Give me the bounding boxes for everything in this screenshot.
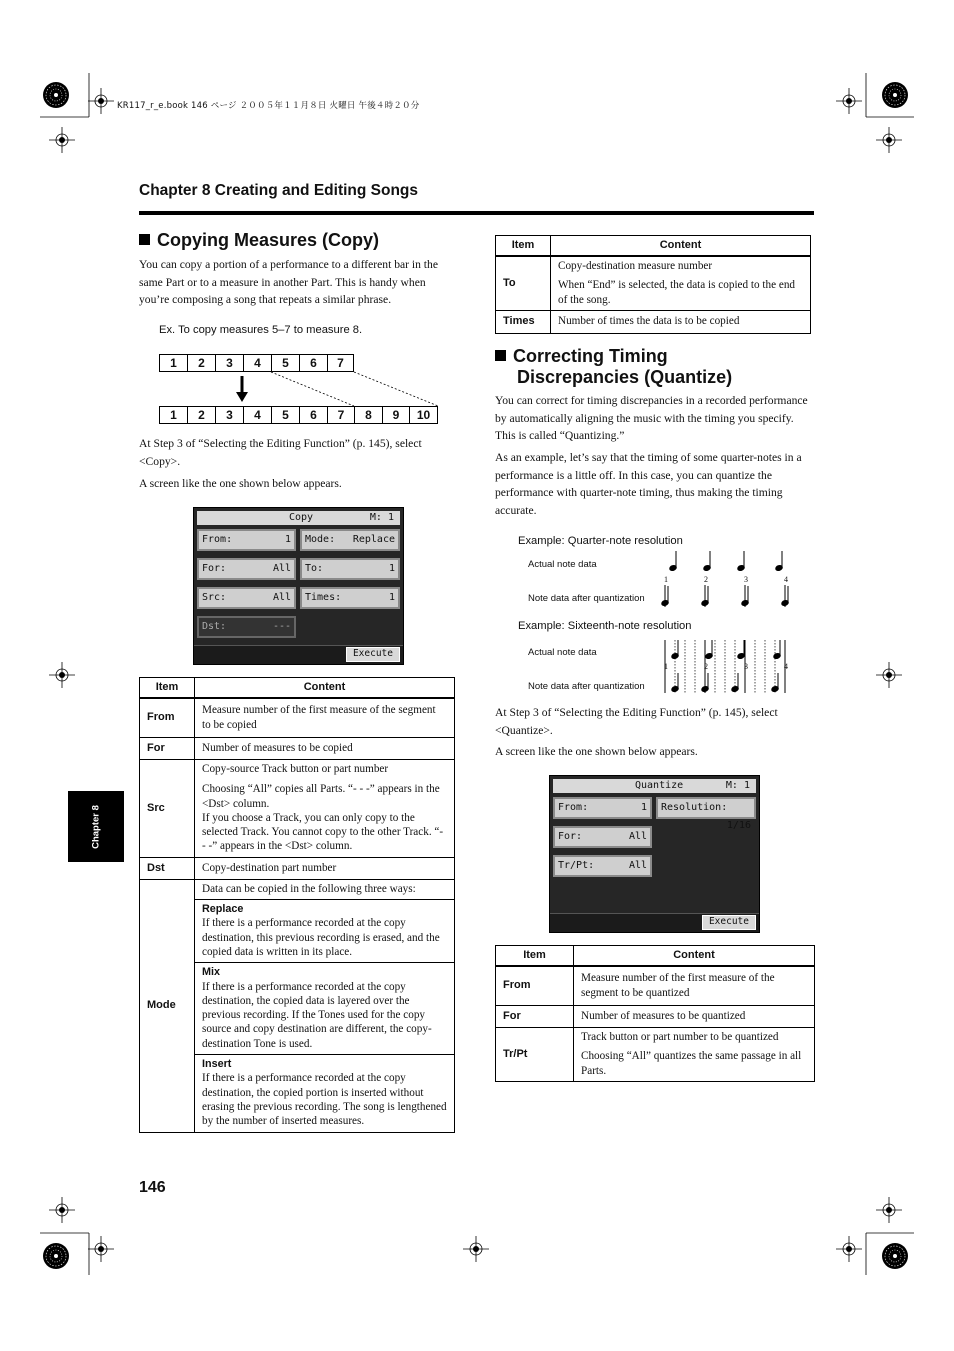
measure-box: 1 [159, 406, 188, 424]
table-header-content: Content [195, 678, 455, 699]
table-header-item: Item [496, 236, 551, 257]
measure-box: 2 [187, 406, 216, 424]
copy-lcd-screen [193, 507, 404, 665]
copy-screen-titlebar: Copy M: 1 [197, 511, 400, 525]
copy-src-field[interactable]: Src: All [197, 587, 296, 609]
quantize-notes-diagram [655, 545, 805, 695]
quantize-for-field[interactable]: For: All [553, 826, 652, 848]
quantize-step-text: At Step 3 of “Selecting the Editing Function” (p. 145), select <Quantize>. [495, 706, 778, 737]
copy-mode-field[interactable]: Mode: Replace [300, 529, 400, 551]
table-row: To Copy-destination measure number When “End” is selected, the data is copied to the end of the song. [496, 256, 811, 310]
copy-times-field[interactable]: Times: 1 [300, 587, 400, 609]
copy-dst-field[interactable]: Dst: --- [197, 616, 296, 638]
example-sixteenth-title: Example: Sixteenth-note resolution [518, 620, 692, 632]
measure-box: 6 [299, 406, 328, 424]
measure-box: 10 [409, 406, 438, 424]
table-row: Times Number of times the data is to be copied [496, 310, 811, 333]
measure-box: 4 [243, 354, 272, 372]
measure-box: 5 [271, 406, 300, 424]
table-header-content: Content [551, 236, 811, 257]
chapter-side-tab: Chapter 8 [68, 791, 124, 862]
table-row: Src Copy-source Track button or part number Choosing “All” copies all Parts. “- - -” appears in the <Dst> column. If you choose a Track, you can only copy to the selected Track. You cannot copy to the other Track. “- - -” appears in the <Dst> column. [140, 760, 455, 858]
table-row: Tr/Pt Track button or part number to be quantized Choosing “All” quantizes the same passage in all Parts. [496, 1028, 815, 1082]
square-bullet-icon [495, 350, 506, 361]
beat-number: 2 [704, 575, 708, 584]
copy-step-text: At Step 3 of “Selecting the Editing Function” (p. 145), select <Copy>. [139, 437, 422, 468]
quantize-screen-titlebar: Quantize M: 1 [553, 779, 756, 793]
copy-to-field[interactable]: To: 1 [300, 558, 400, 580]
actual-note-label: Actual note data [528, 647, 597, 658]
table-header-item: Item [496, 946, 574, 967]
copy-for-field[interactable]: For: All [197, 558, 296, 580]
example-quarter-title: Example: Quarter-note resolution [518, 535, 683, 547]
copy-example-caption: Ex. To copy measures 5–7 to measure 8. [159, 324, 363, 336]
copy-intro-paragraph: You can copy a portion of a performance to a different bar in the same Part or to a measure in another Part. This is handy when you’re composing a song that repeats a similar phrase. [139, 258, 438, 306]
copy-from-field[interactable]: From: 1 [197, 529, 296, 551]
header-rule [139, 211, 814, 215]
measure-box: 3 [215, 406, 244, 424]
measure-box: 7 [327, 354, 354, 372]
table-row: Dst Copy-destination part number [140, 857, 455, 879]
page-number: 146 [139, 1179, 166, 1196]
copy-parameters-table [139, 677, 455, 1133]
quantize-section-title: Correcting Timing Discrepancies (Quantize) [495, 346, 732, 388]
quantize-execute-button[interactable]: Execute [702, 915, 756, 930]
quantize-parameters-table [495, 945, 815, 1082]
copy-arrows [159, 354, 449, 424]
print-info-line: KR117_r_e.book 146 ページ ２００５年１１月８日 火曜日 午後４時２０分 [117, 101, 420, 111]
beat-number: 4 [784, 662, 788, 671]
beat-number: 4 [784, 575, 788, 584]
measure-box: 5 [271, 354, 300, 372]
measure-box: 8 [354, 406, 383, 424]
measure-box: 6 [299, 354, 328, 372]
measure-box: 7 [327, 406, 355, 424]
measure-box: 4 [243, 406, 272, 424]
quantize-screen-text: A screen like the one shown below appears. [495, 745, 698, 758]
beat-number: 2 [704, 662, 708, 671]
quantize-resolution-field[interactable]: Resolution: 1/16 [656, 797, 756, 819]
measure-box: 9 [382, 406, 410, 424]
actual-note-label: Actual note data [528, 559, 597, 570]
table-row: For Number of measures to be quantized [496, 1006, 815, 1028]
beat-number: 3 [744, 575, 748, 584]
after-quantize-label: Note data after quantization [528, 681, 645, 692]
after-quantize-label: Note data after quantization [528, 593, 645, 604]
square-bullet-icon [139, 234, 150, 245]
copy-execute-button[interactable]: Execute [346, 647, 400, 662]
beat-number: 1 [664, 575, 668, 584]
quantize-paragraph-1: You can correct for timing discrepancies in a recorded performance by automatically aligning the music with the timing you specify. This is called “Quantizing.” [495, 394, 808, 442]
table-header-item: Item [140, 678, 195, 699]
table-row: From Measure number of the first measure of the segment to be copied [140, 698, 455, 738]
copy-parameters-table-continued [495, 235, 811, 334]
measure-box: 1 [159, 354, 188, 372]
chapter-heading: Chapter 8 Creating and Editing Songs [139, 182, 419, 199]
table-row: Mode Data can be copied in the following three ways: Replace If there is a performance recorded at the copy destination, this previous recording is erased, and the copied data is written in its place. Mix If there is a performance recorded at the copy destination, the copied data is layered over the previous recording. If the Tones used for the copy source and copy destination are different, the copy-destination Tone is used. Insert If there is a performance recorded at the copy destination, the copied portion is inserted without erasing the previous recording. The song is lengthened by the number of inserted measures. [140, 879, 455, 1132]
quantize-lcd-screen [549, 775, 760, 933]
quantize-trpt-field[interactable]: Tr/Pt: All [553, 855, 652, 877]
copy-section-title: Copying Measures (Copy) [139, 230, 379, 251]
copy-screen-text: A screen like the one shown below appears. [139, 477, 342, 490]
table-header-content: Content [574, 946, 815, 967]
quantize-paragraph-2: As an example, let’s say that the timing of some quarter-notes in a performance is a little off. In this case, you can quantize the performance with quarter-note timing, thus making the timing accurate. [495, 451, 802, 517]
beat-number: 3 [744, 662, 748, 671]
beat-number: 1 [664, 662, 668, 671]
quantize-from-field[interactable]: From: 1 [553, 797, 652, 819]
measure-box: 3 [215, 354, 244, 372]
table-row: From Measure number of the first measure of the segment to be quantized [496, 966, 815, 1006]
table-row: For Number of measures to be copied [140, 738, 455, 760]
measure-box: 2 [187, 354, 216, 372]
